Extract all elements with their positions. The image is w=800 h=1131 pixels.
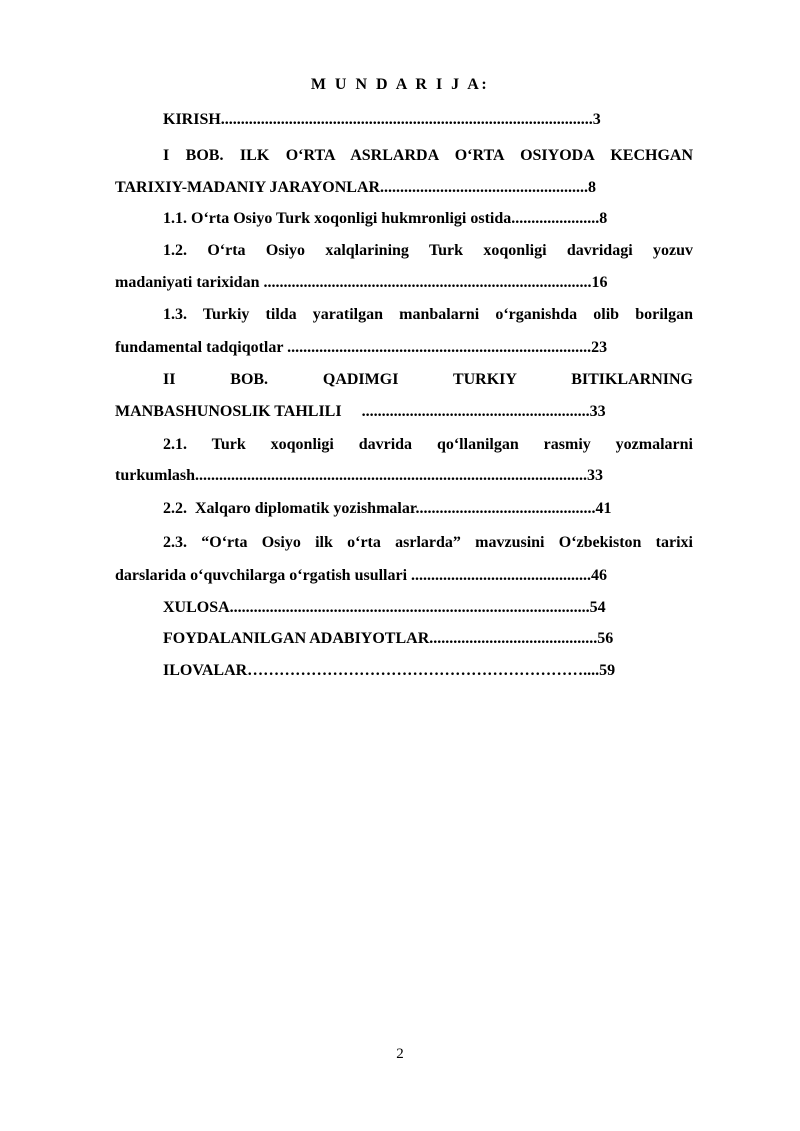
toc-entry-1-1: 1.1. O‘rta Osiyo Turk xoqonligi hukmronligi ostida......................8 <box>163 210 608 227</box>
toc-entry-2-1-line-1: 2.1. Turk xoqonligi davrida qo‘llanilgan rasmiy yozmalarni <box>163 436 693 453</box>
toc-entry-1-2-line-1: 1.2. O‘rta Osiyo xalqlarining Turk xoqonligi davridagi yozuv <box>163 242 693 259</box>
toc-entry-2-2: 2.2. Xalqaro diplomatik yozishmalar.............................................41 <box>163 500 612 517</box>
toc-entry-chapter-1-line-1: I BOB. ILK O‘RTA ASRLARDA O‘RTA OSIYODA KECHGAN <box>163 147 693 164</box>
toc-entry-xulosa: XULOSA..........................................................................................54 <box>163 599 606 616</box>
toc-entry-chapter-1-line-2: TARIXIY-MADANIY JARAYONLAR....................................................8 <box>115 179 597 196</box>
toc-entry-chapter-2-line-1: II BOB. QADIMGI TURKIY BITIKLARNING <box>163 371 693 388</box>
toc-entry-2-1-line-2: turkumlash..................................................................................................33 <box>115 467 604 484</box>
toc-entry-foydalanilgan: FOYDALANILGAN ADABIYOTLAR..........................................56 <box>163 630 614 647</box>
toc-entry-chapter-2-line-2: MANBASHUNOSLIK TAHLILI .........................................................33 <box>115 403 606 420</box>
toc-entry-2-3-line-2: darslarida o‘quvchilarga o‘rgatish usullari .............................................46 <box>115 567 608 584</box>
page-number: 2 <box>396 1046 404 1062</box>
toc-entry-1-3-line-1: 1.3. Turkiy tilda yaratilgan manbalarni o‘rganishda olib borilgan <box>163 306 693 323</box>
toc-entry-kirish: KIRISH.............................................................................................3 <box>163 111 601 128</box>
toc-entry-1-3-line-2: fundamental tadqiqotlar ............................................................................23 <box>115 339 608 356</box>
toc-entry-2-3-line-1: 2.3. “O‘rta Osiyo ilk o‘rta asrlarda” mavzusini O‘zbekiston tarixi <box>163 534 693 551</box>
toc-entry-ilovalar: ILOVALAR………………………………………………………....59 <box>163 662 616 679</box>
toc-entry-1-2-line-2: madaniyati tarixidan ..................................................................................16 <box>115 274 608 291</box>
toc-title: M U N D A R I J A: <box>310 76 490 93</box>
